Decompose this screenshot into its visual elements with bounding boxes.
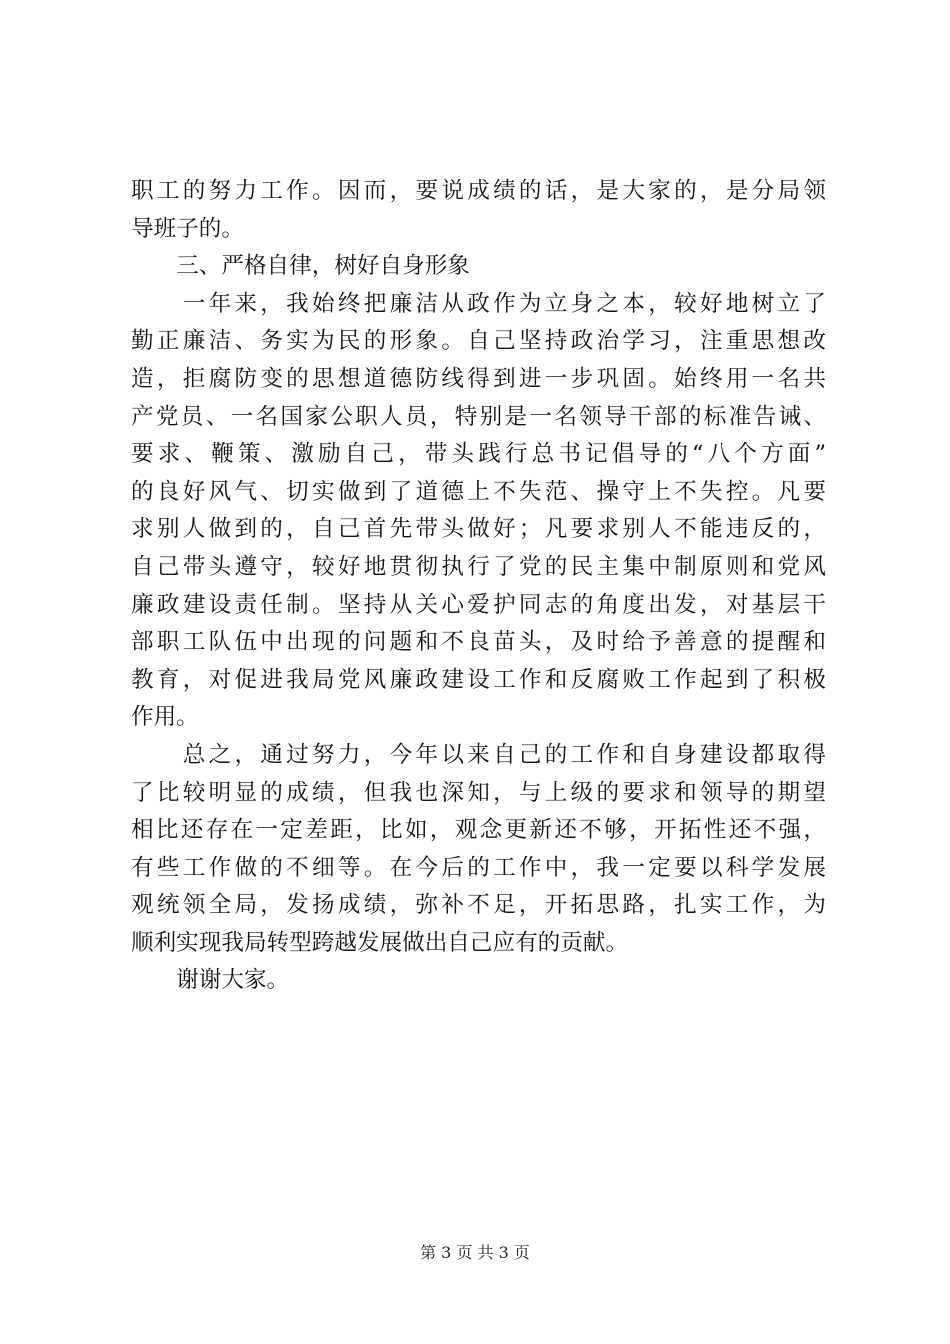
text-line: 观统领全局，发扬成绩，弥补不足，开拓思路，扎实工作，为 bbox=[131, 892, 826, 919]
text-line: 造，拒腐防变的思想道德防线得到进一步巩固。始终用一名共 bbox=[131, 365, 826, 392]
text-line: 有些工作做的不细等。在今后的工作中，我一定要以科学发展 bbox=[131, 854, 826, 881]
text-line: 顺利实现我局转型跨越发展做出自己应有的贡献。 bbox=[131, 929, 629, 956]
text-line: 勤正廉洁、务实为民的形象。自己坚持政治学习，注重思想改 bbox=[131, 328, 826, 355]
text-line: 教育，对促进我局党风廉政建设工作和反腐败工作起到了积极 bbox=[131, 666, 826, 693]
text-line: 作用。 bbox=[131, 704, 199, 731]
text-line: 的良好风气、切实做到了道德上不失范、操守上不失控。凡要 bbox=[131, 478, 826, 505]
closing-line: 谢谢大家。 bbox=[131, 967, 290, 994]
document-body bbox=[131, 173, 826, 1000]
text-line: 自己带头遵守，较好地贯彻执行了党的民主集中制原则和党风 bbox=[131, 553, 826, 580]
section-heading: 三、严格自律，树好自身形象 bbox=[131, 253, 470, 280]
text-line: 产党员、一名国家公职人员，特别是一名领导干部的标准告诫、 bbox=[131, 403, 826, 430]
text-line: 一年来，我始终把廉洁从政作为立身之本，较好地树立了 bbox=[131, 290, 826, 317]
text-line: 要求、鞭策、激励自己，带头践行总书记倡导的“八个方面” bbox=[131, 441, 826, 468]
text-line: 部职工队伍中出现的问题和不良苗头，及时给予善意的提醒和 bbox=[131, 629, 826, 656]
text-line: 求别人做到的，自己首先带头做好；凡要求别人不能违反的， bbox=[131, 516, 826, 543]
page-number-footer: 第 3 页 共 3 页 bbox=[420, 1243, 530, 1262]
text-line: 了比较明显的成绩，但我也深知，与上级的要求和领导的期望 bbox=[131, 779, 826, 806]
text-line: 总之，通过努力，今年以来自己的工作和自身建设都取得 bbox=[131, 741, 826, 768]
text-line: 相比还存在一定差距，比如，观念更新还不够，开拓性还不强， bbox=[131, 817, 826, 844]
text-line: 廉政建设责任制。坚持从关心爱护同志的角度出发，对基层干 bbox=[131, 591, 826, 618]
text-line: 职工的努力工作。因而，要说成绩的话，是大家的，是分局领 bbox=[131, 178, 826, 204]
text-line: 导班子的。 bbox=[131, 215, 244, 242]
